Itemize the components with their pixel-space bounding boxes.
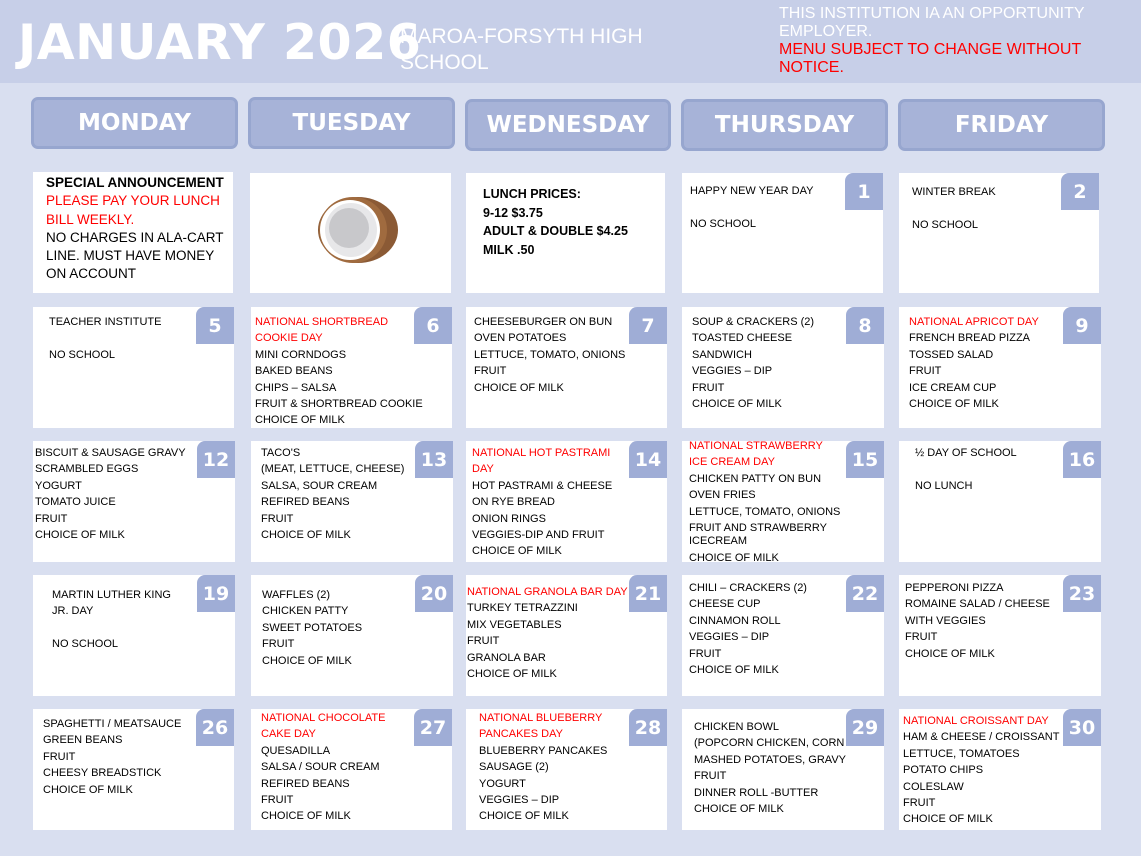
menu-line: MIX VEGETABLES	[467, 618, 562, 631]
menu-line: YOGURT	[479, 777, 526, 790]
menu-line: CHOICE OF MILK	[467, 668, 557, 681]
menu-line: DINNER ROLL -BUTTER	[694, 786, 819, 799]
menu-line: DAY	[472, 463, 494, 476]
menu-line: ICE CREAM DAY	[689, 456, 775, 469]
menu-line: CHILI – CRACKERS (2)	[689, 582, 807, 594]
menu-line: JR. DAY	[52, 605, 94, 618]
day-menu	[694, 719, 846, 817]
menu-line: YOGURT	[35, 479, 82, 492]
menu-line: (MEAT, LETTUCE, CHEESE)	[261, 463, 405, 476]
menu-line: SANDWICH	[692, 348, 752, 361]
menu-line: CHOICE OF MILK	[261, 810, 351, 823]
menu-line: LETTUCE, TOMATOES	[903, 747, 1020, 760]
day-cell-13	[251, 441, 453, 562]
menu-line: HAM & CHEESE / CROISSANT	[903, 731, 1060, 744]
day-menu	[909, 314, 1039, 412]
day-menu	[690, 183, 813, 232]
day-number: 8	[846, 307, 884, 344]
menu-line: CHOICE OF MILK	[262, 654, 352, 667]
day-menu	[261, 710, 385, 825]
day-cell-22	[682, 575, 884, 696]
menu-line: FRUIT	[474, 365, 507, 378]
menu-line: SPAGHETTI / MEATSAUCE	[43, 718, 182, 730]
menu-line: CHICKEN PATTY	[262, 605, 349, 618]
menu-line: TACO'S	[261, 447, 301, 459]
menu-line: SOUP & CRACKERS (2)	[692, 316, 815, 328]
menu-line: FRUIT	[261, 512, 294, 525]
menu-line: FRUIT	[262, 638, 295, 651]
menu-line: CHICKEN BOWL	[694, 721, 779, 733]
day-cell-7	[466, 307, 667, 428]
announcement-cell	[33, 172, 233, 293]
menu-line: CHIPS – SALSA	[255, 381, 337, 394]
day-cell-2	[899, 173, 1099, 293]
day-cell-12	[33, 441, 235, 562]
day-cell-29	[682, 709, 884, 830]
menu-line: GREEN BEANS	[43, 734, 123, 747]
day-number: 6	[414, 307, 452, 344]
menu-line: NATIONAL SHORTBREAD	[255, 316, 389, 328]
menu-line: CHOICE OF MILK	[689, 664, 779, 677]
day-cell-19	[33, 575, 235, 696]
day-cell-1	[682, 173, 883, 293]
menu-line	[690, 199, 813, 215]
day-number: 7	[629, 307, 667, 344]
menu-line: VEGGIES-DIP AND FRUIT	[472, 529, 605, 542]
menu-line: MARTIN LUTHER KING	[52, 589, 171, 601]
day-number: 26	[196, 709, 234, 746]
price-line: 9-12 $3.75	[483, 205, 543, 220]
menu-line: ROMAINE SALAD / CHEESE	[905, 598, 1050, 611]
announcement-line: ON ACCOUNT	[46, 266, 137, 282]
day-number: 19	[197, 575, 235, 612]
day-menu	[43, 716, 181, 798]
price-line: MILK .50	[483, 242, 535, 257]
day-cell-27	[251, 709, 452, 830]
menu-line: VEGGIES – DIP	[689, 631, 770, 644]
announcement-heading: SPECIAL ANNOUNCEMENT	[46, 175, 224, 190]
menu-line: FRUIT	[43, 750, 76, 763]
menu-line: CHEESEBURGER ON BUN	[474, 316, 613, 328]
menu-line: TOASTED CHEESE	[692, 332, 793, 345]
menu-line: FRUIT	[467, 635, 500, 648]
day-cell-28	[466, 709, 667, 830]
header-tuesday: TUESDAY	[248, 97, 455, 149]
day-cell-26	[33, 709, 234, 830]
day-cell-6	[251, 307, 452, 428]
day-number: 29	[846, 709, 884, 746]
menu-line: CHEESY BREADSTICK	[43, 767, 162, 780]
menu-line: MASHED POTATOES, GRAVY	[694, 753, 846, 766]
menu-line: FRUIT	[694, 770, 727, 783]
day-number: 2	[1061, 173, 1099, 210]
day-menu	[35, 445, 186, 543]
header-monday: MONDAY	[31, 97, 238, 149]
day-menu	[905, 580, 1050, 662]
menu-line: HOT PASTRAMI & CHEESE	[472, 479, 613, 492]
day-cell-8	[682, 307, 884, 428]
menu-line: SAUSAGE (2)	[479, 761, 549, 774]
menu-line: NO SCHOOL	[912, 218, 979, 231]
menu-line: CINNAMON ROLL	[689, 614, 781, 627]
menu-line: GRANOLA BAR	[467, 651, 546, 664]
day-number: 28	[629, 709, 667, 746]
day-number: 5	[196, 307, 234, 344]
menu-line: CHOICE OF MILK	[692, 398, 782, 411]
menu-line: CHICKEN PATTY ON BUN	[689, 472, 822, 485]
lunch-prices	[483, 185, 628, 259]
menu-line: ONION RINGS	[472, 512, 546, 525]
header-friday: FRIDAY	[898, 99, 1105, 151]
menu-line: CHOICE OF MILK	[474, 381, 564, 394]
day-menu	[903, 713, 1059, 828]
menu-line: NATIONAL CROISSANT DAY	[903, 715, 1049, 727]
day-cell-9	[899, 307, 1101, 428]
menu-line: CHOICE OF MILK	[43, 783, 133, 796]
menu-line: FRUIT	[909, 365, 942, 378]
menu-line: FRUIT	[905, 631, 938, 644]
menu-line: NATIONAL GRANOLA BAR DAY	[467, 586, 628, 598]
change-notice: MENU SUBJECT TO CHANGE WITHOUT NOTICE.	[779, 41, 1081, 76]
announcement-red-line: BILL WEEKLY.	[46, 211, 135, 227]
day-number: 27	[414, 709, 452, 746]
menu-line: SWEET POTATOES	[262, 621, 363, 634]
menu-line: CHOICE OF MILK	[35, 529, 125, 542]
day-menu	[255, 314, 423, 428]
menu-line: ½ DAY OF SCHOOL	[915, 447, 1017, 459]
menu-line: NO SCHOOL	[49, 348, 116, 361]
menu-line: FRUIT	[261, 794, 294, 807]
menu-line: ON RYE BREAD	[472, 496, 555, 509]
day-number: 30	[1063, 709, 1101, 746]
menu-line: QUESADILLA	[261, 744, 331, 757]
coconut-cell	[250, 173, 451, 293]
menu-line: WAFFLES (2)	[262, 589, 331, 601]
menu-line: FRUIT	[689, 647, 722, 660]
menu-line: PANCAKES DAY	[479, 728, 563, 741]
day-menu	[49, 314, 161, 363]
day-number: 9	[1063, 307, 1101, 344]
day-number: 13	[415, 441, 453, 478]
day-cell-23	[899, 575, 1101, 696]
day-cell-20	[251, 575, 453, 696]
menu-line: TURKEY TETRAZZINI	[467, 602, 578, 615]
menu-line: TOSSED SALAD	[909, 348, 994, 361]
day-cell-14	[466, 441, 667, 562]
menu-line: CHEESE CUP	[689, 598, 761, 611]
menu-line: CHOICE OF MILK	[903, 813, 993, 826]
menu-line: OVEN POTATOES	[474, 332, 567, 345]
day-number: 22	[846, 575, 884, 612]
menu-line: NATIONAL STRAWBERRY	[689, 441, 823, 452]
menu-line: NO SCHOOL	[52, 638, 119, 651]
menu-line: CHOICE OF MILK	[255, 414, 345, 427]
menu-line: SALSA, SOUR CREAM	[261, 479, 378, 492]
day-menu	[915, 445, 1017, 494]
opportunity-notice: THIS INSTITUTION IA AN OPPORTUNITY EMPLOYER.	[779, 5, 1085, 40]
menu-line: CHOICE OF MILK	[261, 529, 351, 542]
menu-line	[52, 620, 171, 636]
notice	[779, 5, 1119, 77]
menu-line: CHOICE OF MILK	[472, 545, 562, 558]
announcement-red-line: PLEASE PAY YOUR LUNCH	[46, 193, 220, 209]
menu-line: CHOICE OF MILK	[694, 803, 784, 816]
day-cell-16	[899, 441, 1101, 562]
menu-line: PEPPERONI PIZZA	[905, 582, 1004, 594]
day-menu	[479, 710, 607, 825]
day-number: 16	[1063, 441, 1101, 478]
menu-line: NO LUNCH	[915, 479, 973, 492]
menu-line: CHOICE OF MILK	[689, 551, 779, 562]
menu-line: WITH VEGGIES	[905, 614, 986, 627]
prices-cell	[466, 173, 665, 293]
menu-line: BAKED BEANS	[255, 365, 333, 378]
menu-line	[912, 200, 996, 216]
header-wednesday: WEDNESDAY	[465, 99, 671, 151]
announcement-line: NO CHARGES IN ALA-CART	[46, 229, 224, 245]
day-menu	[474, 314, 625, 396]
menu-line: FRUIT	[692, 381, 725, 394]
menu-line: FRUIT	[903, 797, 936, 810]
announcement-text	[46, 174, 224, 284]
day-menu	[912, 184, 996, 233]
prices-heading: LUNCH PRICES:	[483, 187, 581, 201]
menu-line: NATIONAL APRICOT DAY	[909, 316, 1039, 328]
menu-line: (POPCORN CHICKEN, CORN	[694, 737, 845, 750]
day-menu	[467, 584, 628, 682]
menu-line: BLUEBERRY PANCAKES	[479, 744, 608, 757]
menu-line: TOMATO JUICE	[35, 496, 116, 509]
day-cell-30	[899, 709, 1101, 830]
menu-line	[49, 330, 161, 346]
day-number: 14	[629, 441, 667, 478]
day-number: 23	[1063, 575, 1101, 612]
menu-line: FRUIT & SHORTBREAD COOKIE	[255, 398, 423, 411]
menu-line: SALSA / SOUR CREAM	[261, 761, 380, 774]
menu-line: REFIRED BEANS	[261, 777, 350, 790]
menu-line: MINI CORNDOGS	[255, 348, 347, 361]
menu-line: CHOICE OF MILK	[909, 398, 999, 411]
menu-line: COLESLAW	[903, 780, 964, 793]
day-menu	[261, 445, 404, 543]
menu-line: SCRAMBLED EGGS	[35, 463, 139, 476]
menu-line: POTATO CHIPS	[903, 764, 984, 777]
school-name: MAROA-FORSYTH HIGH SCHOOL	[400, 25, 643, 74]
day-menu	[472, 445, 612, 560]
menu-line: FRENCH BREAD PIZZA	[909, 332, 1031, 345]
menu-line: NATIONAL HOT PASTRAMI	[472, 447, 611, 459]
day-number: 1	[845, 173, 883, 210]
day-menu	[689, 580, 807, 678]
price-line: ADULT & DOUBLE $4.25	[483, 224, 628, 238]
menu-line	[915, 461, 1017, 477]
menu-line: VEGGIES – DIP	[479, 794, 560, 807]
menu-line: LETTUCE, TOMATO, ONIONS	[689, 505, 841, 518]
menu-line: OVEN FRIES	[689, 489, 756, 502]
menu-line: COOKIE DAY	[255, 332, 323, 345]
menu-line: VEGGIES – DIP	[692, 365, 773, 378]
day-menu	[52, 587, 171, 653]
menu-line: CHOICE OF MILK	[905, 647, 995, 660]
day-number: 21	[629, 575, 667, 612]
menu-line: ICE CREAM CUP	[909, 381, 997, 394]
menu-line: FRUIT	[35, 512, 68, 525]
menu-line: REFIRED BEANS	[261, 496, 350, 509]
menu-line: CAKE DAY	[261, 728, 316, 741]
day-cell-5	[33, 307, 234, 428]
header-thursday: THURSDAY	[681, 99, 888, 151]
day-number: 12	[197, 441, 235, 478]
menu-line: HAPPY NEW YEAR DAY	[690, 185, 814, 197]
menu-line: TEACHER INSTITUTE	[49, 316, 162, 328]
day-number: 15	[846, 441, 884, 478]
menu-line: BISCUIT & SAUSAGE GRAVY	[35, 447, 186, 459]
day-cell-15	[682, 441, 884, 562]
menu-line: WINTER BREAK	[912, 186, 996, 198]
day-number: 20	[415, 575, 453, 612]
month-title: JANUARY 2026	[18, 14, 422, 71]
day-menu	[262, 587, 362, 669]
day-menu	[692, 314, 814, 412]
menu-line: FRUIT AND STRAWBERRY	[689, 522, 827, 535]
day-cell-21	[466, 575, 667, 696]
menu-line: NATIONAL CHOCOLATE	[261, 712, 386, 724]
menu-line: NO SCHOOL	[690, 217, 757, 230]
day-menu	[689, 441, 840, 562]
announcement-line: LINE. MUST HAVE MONEY	[46, 248, 215, 264]
menu-line: LETTUCE, TOMATO, ONIONS	[474, 348, 626, 361]
menu-line: CHOICE OF MILK	[479, 810, 569, 823]
menu-line: ICECREAM	[689, 535, 748, 548]
coconut-icon	[316, 194, 402, 268]
menu-line: NATIONAL BLUEBERRY	[479, 712, 603, 724]
